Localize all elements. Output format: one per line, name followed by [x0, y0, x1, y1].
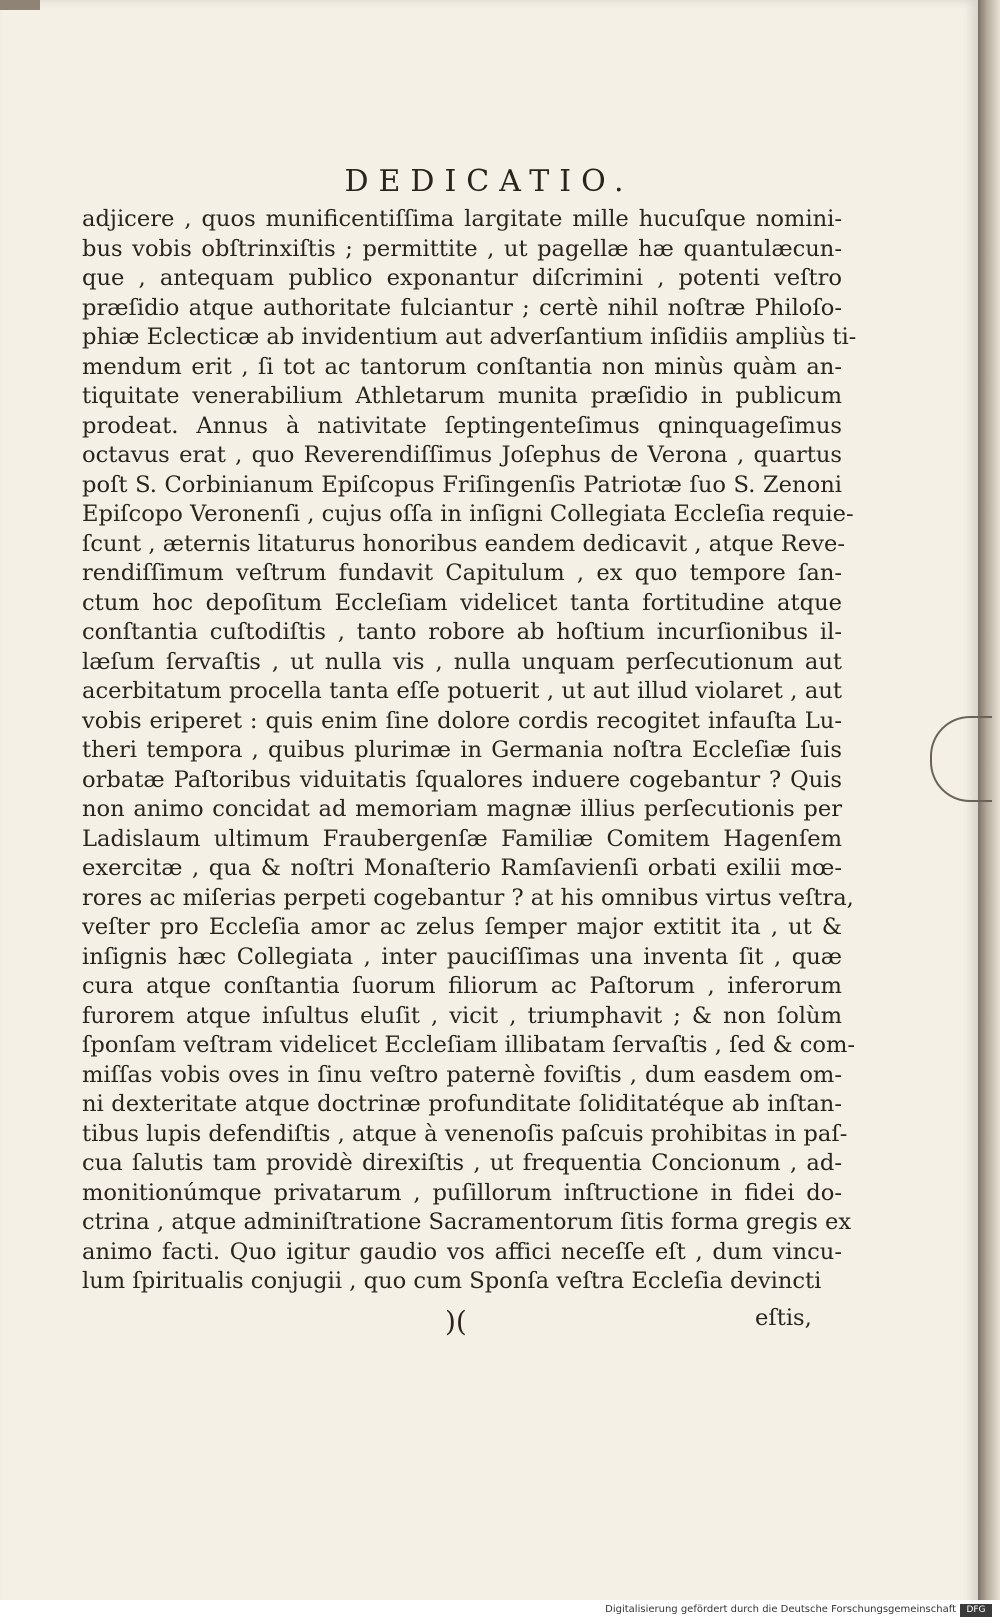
text-line: inſignis hæc Collegiata , inter pauciſſimas una inventa ſit , quæ: [82, 943, 842, 970]
text-line: exercitæ , qua & noſtri Monaſterio Ramſavienſi orbati exilii mœ-: [82, 855, 842, 881]
text-line: poſt S. Corbinianum Epiſcopus Friſingenſis Patriotæ ſuo S. Zenoni: [82, 471, 842, 498]
text-line: præſidio atque authoritate fulciantur ; certè nihil noſtræ Philoſo-: [82, 294, 842, 321]
text-line: phiæ Eclecticæ ab invidentium aut adverſantium inſidiis ampliùs ti-: [82, 324, 857, 350]
text-line: ſponſam veſtram videlicet Eccleſiam illibatam ſervaſtis , ſed & com-: [82, 1032, 856, 1058]
text-line: tibus lupis defendiſtis , atque à venenoſis paſcuis prohibitas in paſ-: [82, 1120, 848, 1147]
text-line: conſtantia cuſtodiſtis , tanto robore ab hoſtium incurſionibus il-: [82, 619, 842, 645]
text-line: furorem atque inſultus eluſit , vicit , triumphavit ; & non ſolùm: [82, 1002, 842, 1029]
footer-credit: Digitalisierung gefördert durch die Deutsche Forschungsgemeinschaft: [605, 1604, 956, 1615]
text-line: cua ſalutis tam providè direxiſtis , ut frequentia Concionum , ad-: [82, 1150, 842, 1176]
text-line: que , antequam publico exponantur diſcrimini , potenti veſtro: [82, 265, 842, 291]
dfg-logo-icon: DFG: [960, 1604, 992, 1617]
text-line: adjicere , quos munificentiſſima largitate mille hucuſque nomini-: [82, 206, 842, 232]
text-line: Ladislaum ultimum Fraubergenſæ Familiæ Comitem Hagenſem: [82, 825, 842, 852]
text-line: Epiſcopo Veronenſi , cujus oſſa in inſigni Collegiata Eccleſia requie-: [82, 501, 854, 527]
catchword: eſtis,: [755, 1305, 812, 1331]
text-line: læſum ſervaſtis , ut nulla vis , nulla unquam perſecutionum aut: [82, 648, 842, 675]
text-line: theri tempora , quibus plurimæ in Germania noſtra Eccleſiæ ſuis: [82, 737, 842, 763]
text-line: orbatæ Paſtoribus viduitatis ſqualores induere cogebantur ? Quis: [82, 766, 842, 793]
text-line: ni dexteritate atque doctrinæ profunditate ſoliditatéque ab inſtan-: [82, 1091, 842, 1117]
text-line: mendum erit , ſi tot ac tantorum conſtantia non minùs quàm an-: [82, 353, 842, 380]
signature-mark: )(: [445, 1305, 467, 1338]
text-line: lum ſpiritualis conjugii , quo cum Sponſa veſtra Eccleſia devincti: [82, 1268, 822, 1294]
text-line: ſcunt , æternis litaturus honoribus eandem dedicavit , atque Reve-: [82, 530, 846, 557]
page-header: DEDICATIO.: [344, 164, 634, 199]
text-line: octavus erat , quo Reverendiſſimus Joſephus de Verona , quartus: [82, 442, 842, 468]
text-line: rores ac miſerias perpeti cogebantur ? at his omnibus virtus veſtra,: [82, 884, 854, 911]
text-line: ctum hoc depoſitum Eccleſiam videlicet tanta fortitudine atque: [82, 589, 842, 616]
text-line: cura atque conſtantia ſuorum filiorum ac Paſtorum , inferorum: [82, 973, 842, 999]
text-line: vobis eriperet : quis enim ſine dolore cordis recogitet infauſta Lu-: [82, 707, 842, 734]
text-line: bus vobis obſtrinxiſtis ; permittite , ut pagellæ hæ quantulæcun-: [82, 235, 842, 262]
text-line: rendiſſimum veſtrum fundavit Capitulum , ex quo tempore ſan-: [82, 560, 842, 586]
body-text: [82, 205, 857, 1297]
text-line: tiquitate venerabilium Athletarum munita præſidio in publicum: [82, 383, 842, 409]
text-line: prodeat. Annus à nativitate ſeptingenteſimus qninquageſimus: [82, 412, 842, 439]
text-line: ctrina , atque adminiſtratione Sacramentorum ſitis forma gregis ex: [82, 1209, 852, 1235]
text-line: veſter pro Eccleſia amor ac zelus ſemper major extitit ita , ut &: [82, 914, 842, 940]
text-line: acerbitatum procella tanta eſſe potuerit , ut aut illud violaret , aut: [82, 678, 842, 704]
page-corner-strip: [0, 0, 40, 10]
text-line: non animo concidat ad memoriam magnæ illius perſecutionis per: [82, 796, 842, 822]
text-line: monitionúmque privatarum , puſillorum inſtructione in fidei do-: [82, 1179, 842, 1206]
text-line: animo facti. Quo igitur gaudio vos affici neceſſe eſt , dum vincu-: [82, 1238, 842, 1265]
text-line: miſſas vobis oves in ſinu veſtro paternè foviſtis , dum easdem om-: [82, 1061, 842, 1088]
